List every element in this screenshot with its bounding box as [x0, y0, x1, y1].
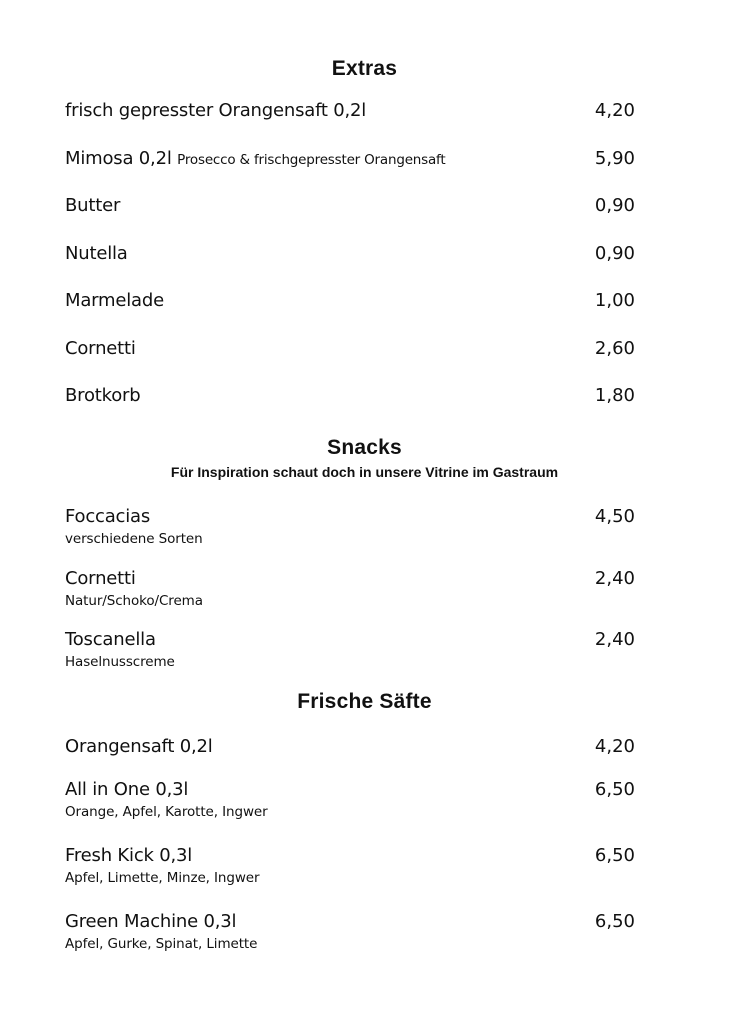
item-price: 2,60 — [594, 338, 635, 359]
item-name: Green Machine 0,3l — [65, 911, 237, 932]
item-description: Prosecco & frischgepresster Orangensaft — [177, 152, 446, 168]
item-price: 5,90 — [594, 148, 635, 169]
item-description: Natur/Schoko/Crema — [65, 593, 203, 609]
item-name: Mimosa 0,2l — [65, 148, 172, 169]
item-description: verschiedene Sorten — [65, 531, 203, 547]
item-name: Fresh Kick 0,3l — [65, 845, 193, 866]
item-price: 1,00 — [594, 290, 635, 311]
item-description: Orange, Apfel, Karotte, Ingwer — [65, 804, 268, 820]
section-title-frische-saefte: Frische Säfte — [297, 690, 432, 713]
item-price: 1,80 — [594, 385, 635, 406]
item-name: Cornetti — [65, 568, 136, 589]
item-price: 0,90 — [594, 243, 635, 264]
section-subtitle-snacks: Für Inspiration schaut doch in unsere Vitrine im Gastraum — [170, 464, 559, 480]
item-description: Apfel, Limette, Minze, Ingwer — [65, 870, 260, 886]
item-price: 0,90 — [594, 195, 635, 216]
item-price: 2,40 — [594, 629, 635, 650]
item-price: 4,50 — [594, 506, 635, 527]
item-name: Nutella — [65, 243, 128, 264]
item-price: 6,50 — [594, 779, 635, 800]
item-price: 2,40 — [594, 568, 635, 589]
item-description: Apfel, Gurke, Spinat, Limette — [65, 936, 258, 952]
item-price: 4,20 — [594, 100, 635, 121]
item-name: Butter — [65, 195, 121, 216]
item-name: Orangensaft 0,2l — [65, 736, 213, 757]
item-name: Brotkorb — [65, 385, 141, 406]
item-price: 6,50 — [594, 911, 635, 932]
item-price: 4,20 — [594, 736, 635, 757]
item-name: frisch gepresster Orangensaft 0,2l — [65, 100, 367, 121]
item-name: Toscanella — [65, 629, 156, 650]
section-title-snacks: Snacks — [327, 436, 402, 459]
item-name: Cornetti — [65, 338, 136, 359]
item-name: Marmelade — [65, 290, 164, 311]
section-title-extras: Extras — [331, 57, 398, 80]
item-name: Foccacias — [65, 506, 151, 527]
item-description: Haselnusscreme — [65, 654, 175, 670]
item-name-wrapper — [65, 148, 445, 169]
item-name: All in One 0,3l — [65, 779, 189, 800]
item-price: 6,50 — [594, 845, 635, 866]
